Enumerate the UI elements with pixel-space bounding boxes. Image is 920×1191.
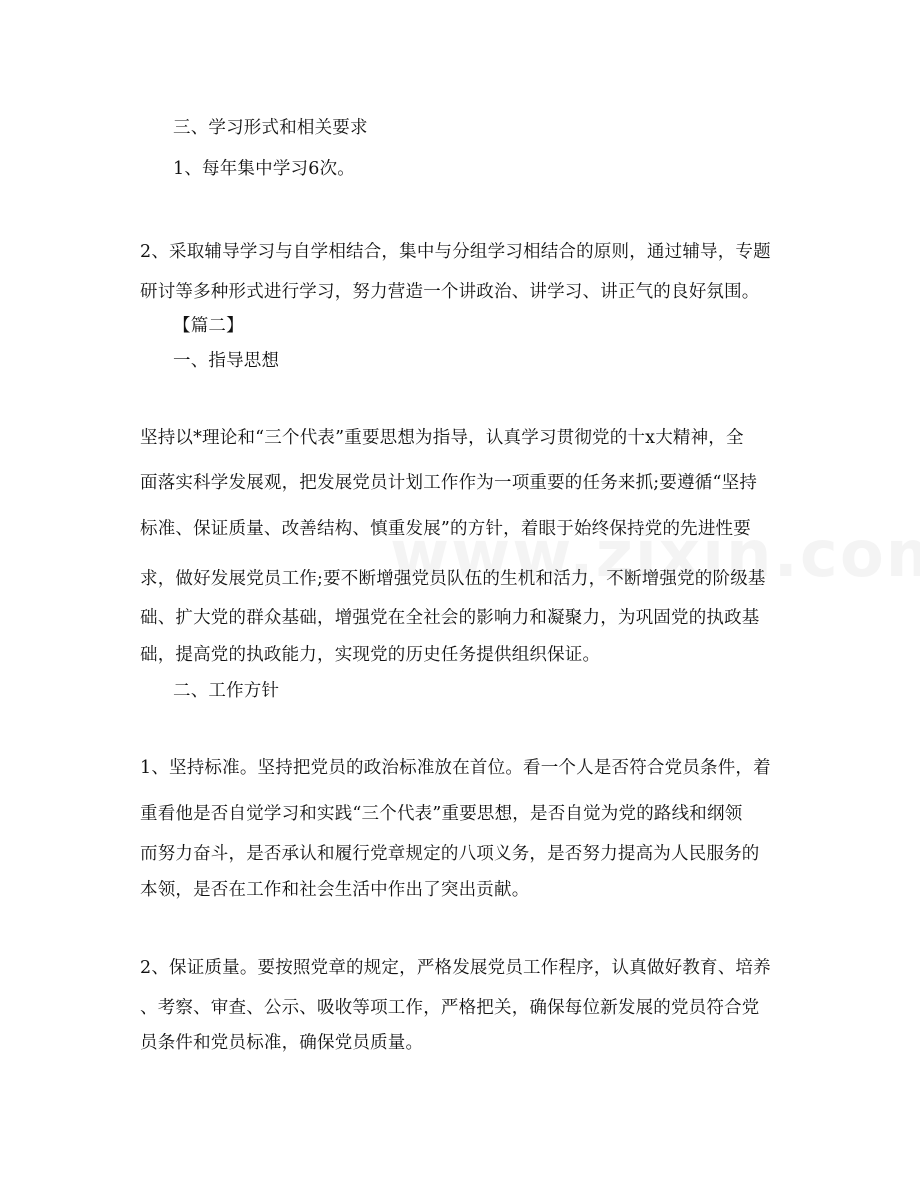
section-heading-learning-form: 三、学习形式和相关要求 bbox=[173, 118, 368, 138]
paragraph-line: 坚持以*理论和“三个代表”重要思想为指导，认真学习贯彻党的十x大精神，全 bbox=[140, 428, 744, 448]
paragraph-line: 础、扩大党的群众基础，增强党在全社会的影响力和凝聚力，为巩固党的执政基 bbox=[140, 608, 760, 628]
paragraph-line: 1、每年集中学习6次。 bbox=[173, 159, 355, 179]
paragraph-line: 础，提高党的执政能力，实现党的历史任务提供组织保证。 bbox=[140, 645, 601, 665]
paragraph-line: 面落实科学发展观，把发展党员计划工作作为一项重要的任务来抓;要遵循“坚持 bbox=[140, 473, 758, 493]
paragraph-line: 重看他是否自觉学习和实践“三个代表”重要思想，是否自觉为党的路线和纲领 bbox=[140, 804, 743, 824]
paragraph-line: 、考察、审查、公示、吸收等项工作，严格把关，确保每位新发展的党员符合党 bbox=[140, 998, 760, 1018]
part-heading: 【篇二】 bbox=[173, 316, 244, 336]
paragraph-line: 标准、保证质量、改善结构、慎重发展”的方针，着眼于始终保持党的先进性要 bbox=[140, 519, 751, 539]
section-heading-work-policy: 二、工作方针 bbox=[173, 681, 280, 701]
paragraph-line: 而努力奋斗，是否承认和履行党章规定的八项义务，是否努力提高为人民服务的 bbox=[140, 844, 760, 864]
paragraph-line: 研讨等多种形式进行学习，努力营造一个讲政治、讲学习、讲正气的良好氛围。 bbox=[140, 282, 760, 302]
section-heading-guiding-ideology: 一、指导思想 bbox=[173, 351, 280, 371]
paragraph-line: 2、采取辅导学习与自学相结合，集中与分组学习相结合的原则，通过辅导，专题 bbox=[140, 242, 771, 262]
paragraph-line: 1、坚持标准。坚持把党员的政治标准放在首位。看一个人是否符合党员条件，着 bbox=[140, 758, 771, 778]
paragraph-line: 本领，是否在工作和社会生活中作出了突出贡献。 bbox=[140, 880, 530, 900]
paragraph-line: 2、保证质量。要按照党章的规定，严格发展党员工作程序，认真做好教育、培养 bbox=[140, 958, 771, 978]
paragraph-line: 员条件和党员标准，确保党员质量。 bbox=[140, 1033, 424, 1053]
paragraph-line: 求，做好发展党员工作;要不断增强党员队伍的生机和活力，不断增强党的阶级基 bbox=[140, 569, 766, 589]
